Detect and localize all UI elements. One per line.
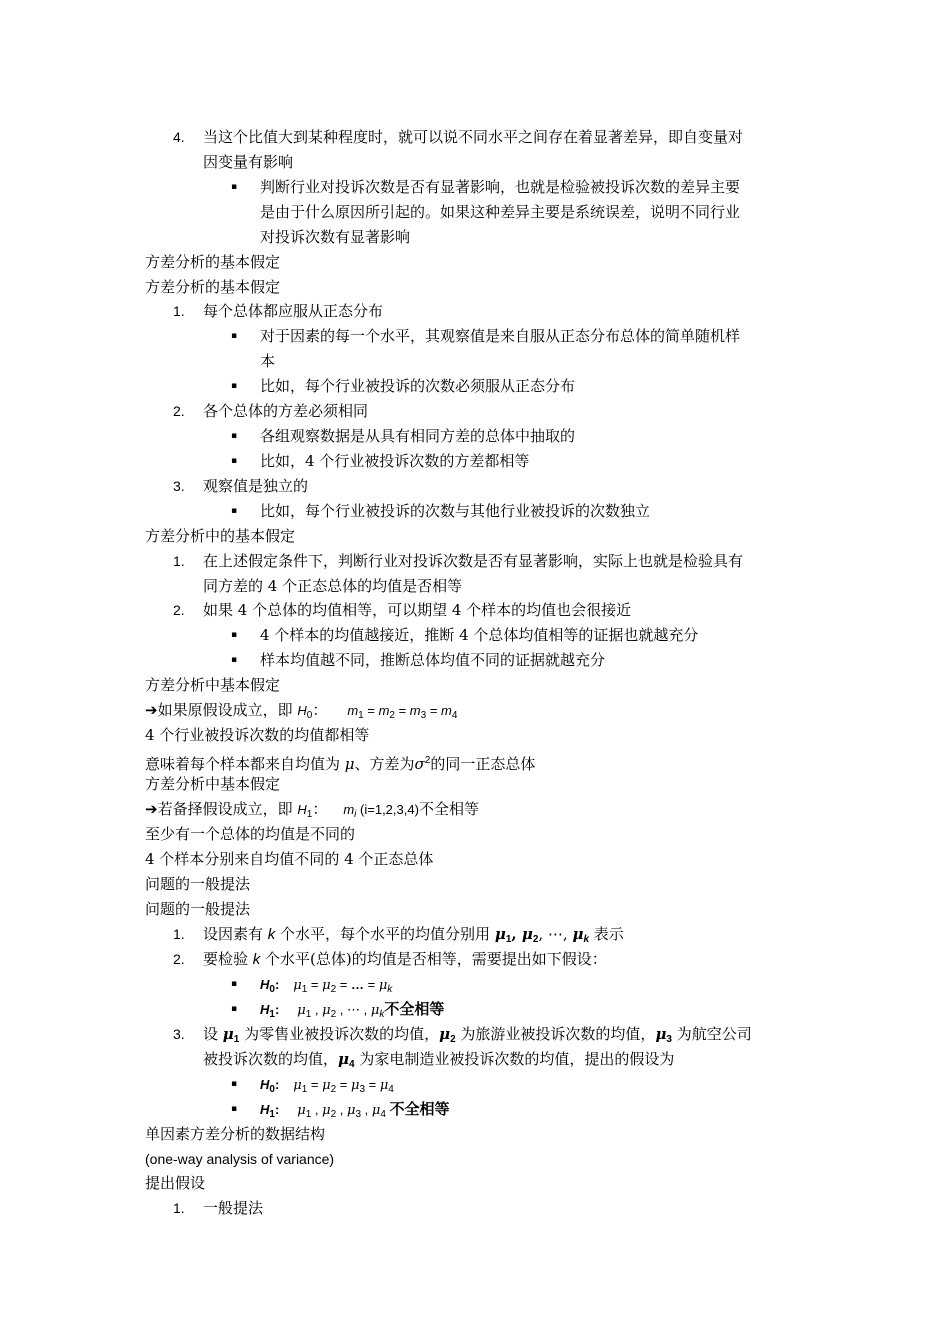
- math-sub: k: [379, 1009, 385, 1020]
- math-sub: 0: [269, 1084, 275, 1095]
- math-mu: μ: [494, 925, 506, 943]
- bullet-icon: ▪: [231, 630, 238, 640]
- math-colon: ：: [312, 701, 328, 719]
- text: 为零售业被投诉次数的均值，: [239, 1025, 440, 1043]
- math-mu: μ: [655, 1025, 667, 1043]
- math-mu: μ: [297, 1103, 306, 1118]
- math-sub: 4: [380, 1109, 386, 1120]
- math-h: H: [260, 977, 270, 992]
- text: 被投诉次数的均值，: [203, 1050, 339, 1068]
- math-mu: μ: [344, 755, 355, 773]
- text: 要检验: [203, 950, 253, 968]
- list-item-text: 当这个比值大到某种程度时，就可以说不同水平之间存在着显著差异，即自变量对: [203, 128, 744, 146]
- math-sub: 4: [451, 710, 458, 721]
- math-sub: 0: [306, 710, 313, 721]
- text: 表示: [589, 925, 624, 943]
- alt-hypothesis-formula: [343, 802, 419, 820]
- math-mu: μ: [572, 925, 584, 943]
- section-heading: 单因素方差分析的数据结构: [145, 1125, 326, 1143]
- math-mu: μ: [371, 1103, 381, 1118]
- list-number: 2.: [173, 403, 185, 419]
- math-index-set: (i=1,2,3,4): [360, 802, 419, 817]
- math-sub: 1: [505, 934, 512, 945]
- text: 的同一正态总体: [430, 755, 536, 773]
- math-eq: =: [307, 977, 323, 992]
- body-text: 4 个行业被投诉次数的均值都相等: [145, 726, 370, 744]
- list-item-text: 一般提法: [203, 1199, 264, 1217]
- math-mu: μ: [322, 1003, 331, 1018]
- list-number: 1.: [173, 1200, 185, 1216]
- math-mu: μ: [297, 1003, 306, 1018]
- bullet-text: 本: [260, 352, 276, 370]
- math-sub: 0: [269, 984, 275, 995]
- math-sub: 2: [330, 1084, 337, 1095]
- math-eq: =: [363, 977, 379, 992]
- math-sub: 1: [269, 1009, 275, 1020]
- bullet-icon: ▪: [231, 979, 238, 989]
- math-m: m: [409, 703, 421, 718]
- math-sub: 3: [666, 1034, 672, 1045]
- list-number: 3.: [173, 478, 185, 494]
- list-item-text: [203, 1047, 674, 1072]
- math-mu: μ: [379, 1078, 389, 1093]
- text: 不全相等: [389, 1100, 450, 1118]
- math-sub: 1: [358, 710, 364, 721]
- math-sub: 2: [330, 1109, 337, 1120]
- text: 若备择假设成立，即: [157, 800, 298, 818]
- section-heading: 提出假设: [145, 1174, 206, 1192]
- section-heading: 方差分析的基本假定: [145, 278, 281, 296]
- list-item-text: 在上述假定条件下，判断行业对投诉次数是否有显著影响，实际上也就是检验具有: [203, 552, 744, 570]
- math-eq: =: [336, 977, 351, 992]
- math-sub: 4: [388, 1084, 394, 1095]
- math-mu: μ: [322, 1078, 331, 1093]
- null-hypothesis-formula: [347, 703, 458, 721]
- text: 个水平(总体)的均值是否相等，需要提出如下假设：: [260, 950, 607, 968]
- math-sub: 2: [389, 710, 395, 721]
- list-item-text: 如果 4 个总体的均值相等，可以期望 4 个样本的均值也会很接近: [203, 601, 632, 619]
- bullet-icon: ▪: [231, 456, 238, 466]
- math-sigma: σ: [414, 755, 425, 773]
- list-item-text: 设因素有 k 个水平，每个水平的均值分别用 $\mu_1$, $\mu_2$, ⋯, $\mu_k$ 表示: [203, 925, 624, 945]
- math-dots: ⋯: [547, 925, 563, 943]
- math-mu: μ: [322, 978, 331, 993]
- bullet-icon: ▪: [231, 182, 238, 192]
- section-heading: 问题的一般提法: [145, 875, 251, 893]
- text: 设: [203, 1025, 223, 1043]
- bullet-text: 比如，每个行业被投诉的次数与其他行业被投诉的次数独立: [260, 502, 651, 520]
- body-text: 4 个样本分别来自均值不同的 4 个正态总体: [145, 850, 434, 868]
- h1-formula-specific: $H_1$: $\mu_1$ , $\mu_2$ , $\mu_3$ , $\mu_4$ 不全相等: [260, 1100, 450, 1120]
- math-mu: μ: [322, 1103, 331, 1118]
- list-number: 4.: [173, 129, 185, 145]
- math-sub: 4: [349, 1059, 355, 1070]
- math-h: H: [260, 1077, 270, 1092]
- arrow-icon: ➔: [145, 800, 158, 818]
- bullet-icon: ▪: [231, 381, 238, 391]
- math-colon: ：: [312, 800, 328, 818]
- bullet-text: 对投诉次数有显著影响: [260, 228, 411, 246]
- math-sub: k: [583, 934, 590, 945]
- text: 设因素有: [203, 925, 268, 943]
- math-m: m: [441, 703, 452, 718]
- math-sub: 1: [233, 1034, 240, 1045]
- bullet-text: 样本均值越不同，推断总体均值不同的证据就越充分: [260, 651, 606, 669]
- h0-formula: $H_0$: $\mu_1 = \mu_2$ = … = $\mu_k$: [260, 977, 393, 995]
- math-dots: …: [350, 977, 364, 992]
- math-h: H: [297, 703, 307, 718]
- bullet-text: 判断行业对投诉次数是否有显著影响，也就是检验被投诉次数的差异主要: [260, 178, 741, 196]
- text: 为家电制造业被投诉次数的均值，提出的假设为: [354, 1050, 675, 1068]
- math-mu: μ: [378, 978, 388, 993]
- list-item-text: [203, 947, 607, 972]
- bullet-icon: ▪: [231, 506, 238, 516]
- bullet-icon: ▪: [231, 431, 238, 441]
- list-number: 1.: [173, 303, 185, 319]
- list-number: 1.: [173, 553, 185, 569]
- math-sub: 3: [359, 1084, 365, 1095]
- math-mu: μ: [370, 1003, 380, 1018]
- math-eq: =: [363, 703, 379, 718]
- math-k: k: [252, 951, 261, 968]
- text: 不全相等: [418, 800, 479, 818]
- list-item-text: [203, 1022, 752, 1047]
- text: 为旅游业被投诉次数的均值，: [455, 1025, 656, 1043]
- text: 个水平，每个水平的均值分别用: [275, 925, 495, 943]
- math-mu: μ: [521, 925, 533, 943]
- arrow-icon: ➔: [145, 701, 158, 719]
- math-mu: μ: [338, 1050, 349, 1068]
- list-item-text: 每个总体都应服从正态分布: [203, 302, 384, 320]
- math-mu: μ: [222, 1025, 234, 1043]
- math-sub: 2: [330, 984, 337, 995]
- math-h: H: [260, 1002, 270, 1017]
- math-dots: ⋯: [347, 1002, 361, 1017]
- section-heading: 方差分析中基本假定: [145, 775, 281, 793]
- h1-formula: $H_1$: $\mu_1$ , $\mu_2$ , ⋯ , $\mu_k$不全相等: [260, 1000, 445, 1020]
- bullet-icon: ▪: [231, 1104, 238, 1114]
- math-sub: 3: [355, 1109, 362, 1120]
- math-eq: =: [365, 1077, 380, 1092]
- math-eq: =: [394, 703, 410, 718]
- body-text-line: [145, 748, 535, 773]
- math-m: m: [347, 703, 359, 718]
- math-sub: 1: [301, 1084, 308, 1095]
- list-item-text: 因变量有影响: [203, 153, 294, 171]
- alt-hypothesis-line: [145, 797, 479, 822]
- math-sub: 1: [269, 1109, 275, 1120]
- bullet-text: 各组观察数据是从具有相同方差的总体中抽取的: [260, 427, 576, 445]
- section-heading: 方差分析的基本假定: [145, 253, 281, 271]
- bullet-text: 4 个样本的均值越接近，推断 4 个总体均值相等的证据也就越充分: [260, 626, 699, 644]
- text: 、方差为: [354, 755, 415, 773]
- math-k: k: [267, 926, 276, 943]
- text: 为航空公司: [671, 1025, 752, 1043]
- bullet-icon: ▪: [231, 1079, 238, 1089]
- math-sub: 1: [306, 809, 313, 820]
- math-sub: 1: [305, 1109, 312, 1120]
- section-heading: 方差分析中基本假定: [145, 676, 281, 694]
- math-m: m: [343, 802, 355, 817]
- list-number: 2.: [173, 602, 185, 618]
- section-heading: 方差分析中的基本假定: [145, 527, 296, 545]
- bullet-icon: ▪: [231, 655, 238, 665]
- list-item-text: 各个总体的方差必须相同: [203, 402, 369, 420]
- body-text: 至少有一个总体的均值是不同的: [145, 825, 356, 843]
- math-sub: 1: [301, 984, 308, 995]
- list-item-text: 同方差的 4 个正态总体的均值是否相等: [203, 577, 463, 595]
- bullet-text: 对于因素的每一个水平，其观察值是来自服从正态分布总体的简单随机样: [260, 327, 741, 345]
- list-item-text: 观察值是独立的: [203, 477, 309, 495]
- math-eq: =: [336, 1077, 351, 1092]
- math-mu: μ: [293, 978, 302, 993]
- math-sub: 2: [532, 934, 539, 945]
- math-sub: i: [354, 809, 357, 820]
- math-sup: 2: [424, 755, 431, 766]
- math-h: H: [297, 802, 307, 817]
- math-sub: k: [387, 984, 393, 995]
- section-subheading: (one-way analysis of variance): [145, 1151, 335, 1167]
- null-hypothesis-line: [145, 698, 457, 723]
- math-mu: μ: [347, 1103, 356, 1118]
- list-number: 2.: [173, 951, 185, 967]
- bullet-text: 比如，每个行业被投诉的次数必须服从正态分布: [260, 377, 576, 395]
- math-mu: μ: [439, 1025, 451, 1043]
- math-mu: μ: [293, 1078, 302, 1093]
- math-sub: 1: [305, 1009, 312, 1020]
- math-h: H: [260, 1102, 270, 1117]
- bullet-icon: ▪: [231, 331, 238, 341]
- math-sub: 3: [420, 710, 427, 721]
- section-heading: 问题的一般提法: [145, 900, 251, 918]
- h0-formula-specific: $H_0$: $\mu_1 = \mu_2 = \mu_3 = \mu_4$: [260, 1077, 394, 1095]
- text: 不全相等: [384, 1000, 445, 1018]
- math-eq: =: [307, 1077, 323, 1092]
- bullet-text: 是由于什么原因所引起的。如果这种差异主要是系统误差，说明不同行业: [260, 203, 741, 221]
- math-eq: =: [426, 703, 442, 718]
- math-sub: 2: [450, 1034, 456, 1045]
- bullet-icon: ▪: [231, 1004, 238, 1014]
- math-sub: 2: [330, 1009, 337, 1020]
- text: 如果原假设成立，即: [157, 701, 298, 719]
- list-number: 1.: [173, 926, 185, 942]
- math-m: m: [378, 703, 390, 718]
- text: 意味着每个样本都来自均值为: [145, 755, 345, 773]
- bullet-text: 比如，4 个行业被投诉次数的方差都相等: [260, 452, 530, 470]
- math-mu: μ: [350, 1078, 360, 1093]
- list-number: 3.: [173, 1026, 185, 1042]
